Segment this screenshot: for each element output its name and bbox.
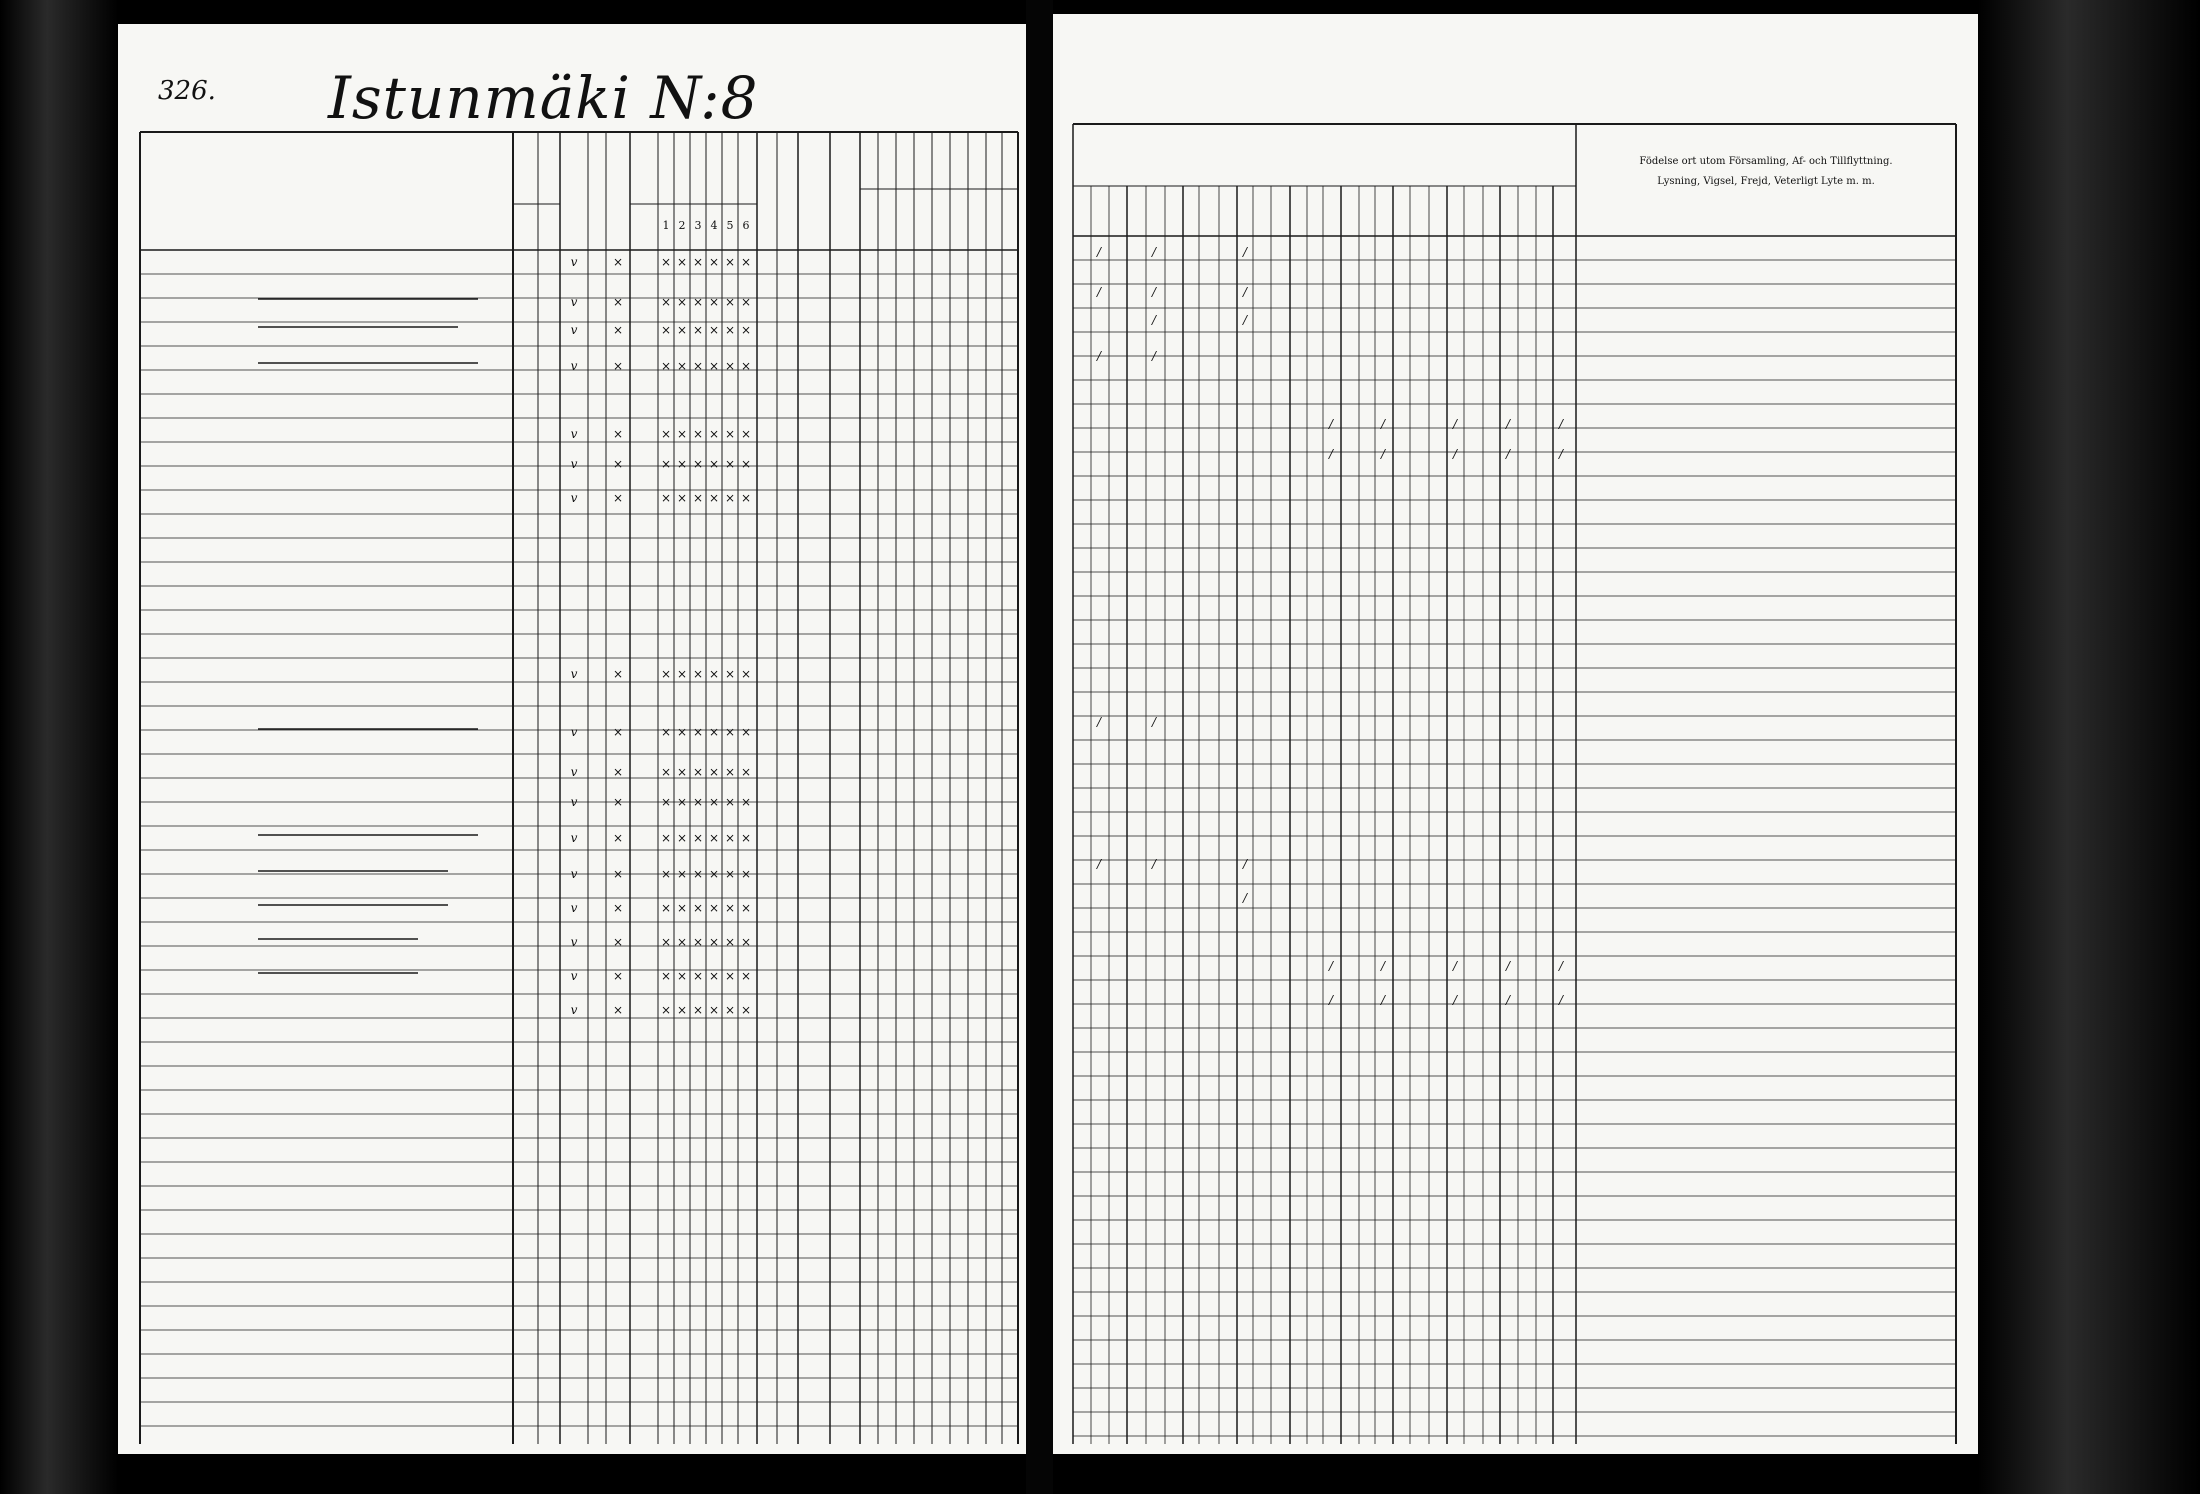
abc-mark: × [612, 867, 624, 881]
catechism-mark: × [676, 427, 688, 441]
vaccination-mark: v [570, 255, 578, 269]
right-edge-shadow [1978, 0, 2200, 1494]
abc-mark: × [612, 765, 624, 779]
vaccination-mark: v [570, 457, 578, 471]
catechism-mark: × [692, 867, 704, 881]
abc-mark: × [612, 935, 624, 949]
communion-mark: / [1558, 447, 1564, 461]
abc-mark: × [612, 725, 624, 739]
left-edge-shadow [0, 0, 118, 1494]
catechism-mark: × [740, 295, 752, 309]
catechism-mark: × [676, 323, 688, 337]
catechism-mark: × [740, 795, 752, 809]
communion-mark: / [1096, 349, 1102, 363]
catechism-mark: × [692, 323, 704, 337]
communion-mark: / [1151, 857, 1157, 871]
catechism-mark: × [660, 725, 672, 739]
catechism-mark: × [676, 255, 688, 269]
catechism-mark: × [724, 457, 736, 471]
catechism-mark: × [660, 295, 672, 309]
catechism-mark: × [708, 457, 720, 471]
catechism-mark: × [708, 795, 720, 809]
remarks-header-line: Födelse ort utom Församling, Af- och Tillflyttning. [1639, 156, 1893, 167]
catechism-mark: × [708, 901, 720, 915]
vaccination-mark: v [570, 359, 578, 373]
abc-mark: × [612, 901, 624, 915]
communion-mark: / [1505, 959, 1511, 973]
abc-mark: × [612, 427, 624, 441]
catechism-mark: × [692, 491, 704, 505]
catechism-mark: × [708, 295, 720, 309]
catechism-mark: × [740, 359, 752, 373]
communion-mark: / [1151, 349, 1157, 363]
catechism-mark: × [740, 491, 752, 505]
communion-mark: / [1452, 993, 1458, 1007]
catechism-mark: × [676, 765, 688, 779]
catechism-mark: × [660, 1003, 672, 1017]
catechism-mark: × [708, 969, 720, 983]
catechism-mark: × [660, 667, 672, 681]
communion-mark: / [1505, 417, 1511, 431]
vaccination-mark: v [570, 831, 578, 845]
catechism-mark: × [676, 935, 688, 949]
communion-mark: / [1328, 993, 1334, 1007]
catechism-mark: × [740, 765, 752, 779]
communion-mark: / [1151, 715, 1157, 729]
vaccination-mark: v [570, 427, 578, 441]
catechism-mark: × [692, 831, 704, 845]
catechism-mark: × [740, 1003, 752, 1017]
catechism-mark: × [724, 725, 736, 739]
abc-mark: × [612, 323, 624, 337]
catechism-mark: × [660, 935, 672, 949]
catechism-number: 6 [742, 219, 750, 232]
catechism-mark: × [740, 427, 752, 441]
catechism-mark: × [660, 491, 672, 505]
vaccination-mark: v [570, 867, 578, 881]
vaccination-mark: v [570, 969, 578, 983]
catechism-mark: × [724, 1003, 736, 1017]
catechism-mark: × [660, 795, 672, 809]
catechism-mark: × [724, 795, 736, 809]
catechism-mark: × [660, 831, 672, 845]
communion-mark: / [1452, 959, 1458, 973]
catechism-mark: × [740, 667, 752, 681]
catechism-mark: × [708, 935, 720, 949]
catechism-mark: × [660, 901, 672, 915]
catechism-mark: × [692, 457, 704, 471]
communion-mark: / [1242, 857, 1248, 871]
abc-mark: × [612, 1003, 624, 1017]
catechism-mark: × [740, 969, 752, 983]
catechism-mark: × [676, 457, 688, 471]
catechism-mark: × [692, 359, 704, 373]
vaccination-mark: v [570, 667, 578, 681]
left-ledger-grid [118, 24, 1026, 1454]
communion-mark: / [1151, 313, 1157, 327]
catechism-mark: × [740, 255, 752, 269]
catechism-mark: × [740, 323, 752, 337]
vaccination-mark: v [570, 295, 578, 309]
communion-mark: / [1380, 447, 1386, 461]
catechism-mark: × [724, 359, 736, 373]
catechism-mark: × [724, 901, 736, 915]
catechism-mark: × [708, 1003, 720, 1017]
catechism-mark: × [676, 901, 688, 915]
catechism-number: 3 [694, 219, 702, 232]
catechism-mark: × [692, 255, 704, 269]
catechism-mark: × [660, 255, 672, 269]
remarks-header-line: Lysning, Vigsel, Frejd, Veterligt Lyte m. m. [1657, 176, 1875, 187]
right-page [1053, 14, 1978, 1454]
catechism-mark: × [724, 765, 736, 779]
catechism-mark: × [708, 725, 720, 739]
catechism-mark: × [660, 457, 672, 471]
catechism-mark: × [692, 901, 704, 915]
catechism-mark: × [740, 867, 752, 881]
catechism-mark: × [676, 359, 688, 373]
catechism-mark: × [692, 795, 704, 809]
communion-mark: / [1558, 993, 1564, 1007]
vaccination-mark: v [570, 491, 578, 505]
catechism-mark: × [676, 969, 688, 983]
left-page [118, 24, 1026, 1454]
catechism-mark: × [692, 935, 704, 949]
book-spine [1026, 0, 1053, 1494]
catechism-mark: × [676, 795, 688, 809]
communion-mark: / [1242, 285, 1248, 299]
vaccination-mark: v [570, 323, 578, 337]
catechism-mark: × [708, 765, 720, 779]
catechism-mark: × [724, 935, 736, 949]
communion-mark: / [1242, 245, 1248, 259]
right-ledger-grid [1053, 14, 1978, 1454]
catechism-mark: × [724, 969, 736, 983]
catechism-mark: × [708, 867, 720, 881]
catechism-mark: × [676, 1003, 688, 1017]
catechism-mark: × [660, 765, 672, 779]
catechism-mark: × [676, 667, 688, 681]
catechism-mark: × [708, 255, 720, 269]
catechism-mark: × [676, 725, 688, 739]
catechism-mark: × [660, 969, 672, 983]
communion-mark: / [1096, 285, 1102, 299]
catechism-mark: × [676, 867, 688, 881]
catechism-mark: × [660, 359, 672, 373]
catechism-mark: × [740, 901, 752, 915]
communion-mark: / [1380, 993, 1386, 1007]
catechism-mark: × [692, 427, 704, 441]
communion-mark: / [1380, 959, 1386, 973]
communion-mark: / [1151, 245, 1157, 259]
catechism-mark: × [724, 295, 736, 309]
page-number: 326. [158, 76, 216, 106]
abc-mark: × [612, 295, 624, 309]
communion-mark: / [1558, 417, 1564, 431]
catechism-number: 2 [678, 219, 686, 232]
catechism-mark: × [692, 1003, 704, 1017]
abc-mark: × [612, 667, 624, 681]
abc-mark: × [612, 359, 624, 373]
catechism-mark: × [724, 867, 736, 881]
communion-mark: / [1151, 285, 1157, 299]
catechism-mark: × [676, 491, 688, 505]
communion-mark: / [1328, 417, 1334, 431]
communion-mark: / [1328, 959, 1334, 973]
catechism-mark: × [676, 831, 688, 845]
catechism-mark: × [692, 969, 704, 983]
catechism-mark: × [708, 359, 720, 373]
communion-mark: / [1558, 959, 1564, 973]
catechism-mark: × [724, 323, 736, 337]
catechism-mark: × [724, 255, 736, 269]
communion-mark: / [1380, 417, 1386, 431]
communion-mark: / [1096, 857, 1102, 871]
catechism-mark: × [708, 667, 720, 681]
vaccination-mark: v [570, 935, 578, 949]
catechism-number: 5 [726, 219, 734, 232]
catechism-mark: × [740, 935, 752, 949]
parish-title: Istunmäki N:8 [328, 64, 759, 132]
catechism-mark: × [724, 491, 736, 505]
catechism-mark: × [692, 765, 704, 779]
abc-mark: × [612, 457, 624, 471]
catechism-mark: × [660, 323, 672, 337]
catechism-mark: × [660, 427, 672, 441]
remarks-header [1639, 156, 1892, 187]
abc-mark: × [612, 795, 624, 809]
vaccination-mark: v [570, 795, 578, 809]
communion-mark: / [1242, 313, 1248, 327]
communion-mark: / [1096, 245, 1102, 259]
catechism-mark: × [692, 295, 704, 309]
catechism-mark: × [740, 725, 752, 739]
abc-mark: × [612, 491, 624, 505]
catechism-mark: × [676, 295, 688, 309]
catechism-mark: × [724, 667, 736, 681]
communion-mark: / [1505, 447, 1511, 461]
communion-mark: / [1242, 891, 1248, 905]
vaccination-mark: v [570, 1003, 578, 1017]
communion-mark: / [1452, 447, 1458, 461]
communion-mark: / [1505, 993, 1511, 1007]
catechism-mark: × [724, 427, 736, 441]
abc-mark: × [612, 969, 624, 983]
catechism-mark: × [724, 831, 736, 845]
vaccination-mark: v [570, 725, 578, 739]
catechism-number: 4 [710, 219, 718, 232]
vaccination-mark: v [570, 765, 578, 779]
catechism-mark: × [708, 427, 720, 441]
catechism-mark: × [692, 725, 704, 739]
communion-mark: / [1452, 417, 1458, 431]
vaccination-mark: v [570, 901, 578, 915]
abc-mark: × [612, 255, 624, 269]
catechism-mark: × [708, 491, 720, 505]
catechism-mark: × [660, 867, 672, 881]
catechism-mark: × [740, 831, 752, 845]
catechism-mark: × [708, 323, 720, 337]
communion-mark: / [1096, 715, 1102, 729]
abc-mark: × [612, 831, 624, 845]
communion-mark: / [1328, 447, 1334, 461]
catechism-mark: × [740, 457, 752, 471]
catechism-mark: × [708, 831, 720, 845]
catechism-mark: × [692, 667, 704, 681]
catechism-number: 1 [662, 219, 670, 232]
